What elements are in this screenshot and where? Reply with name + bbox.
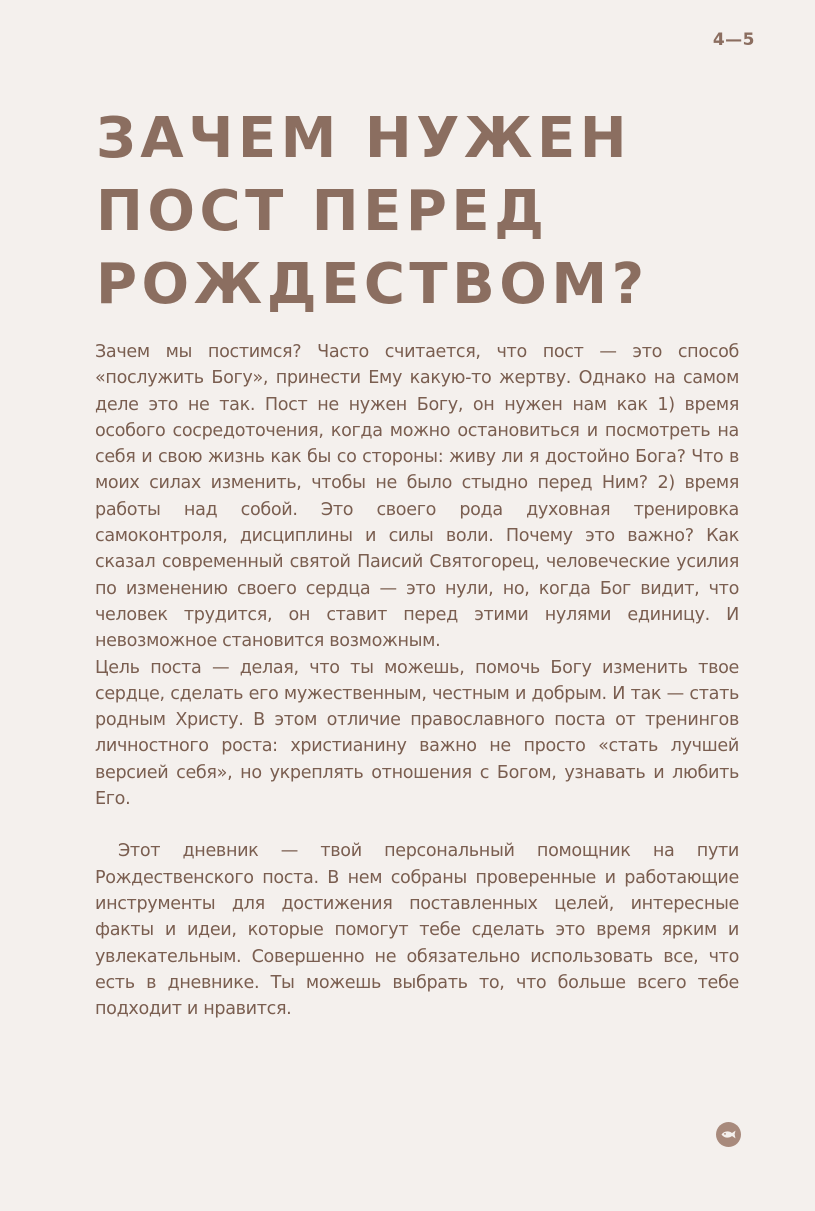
fish-logo-icon [716,1122,741,1147]
page-title-line-2: ПОСТ ПЕРЕД [96,179,549,244]
paragraph-3: Этот дневник — твой персональный помощник на пути Рождественского поста. В нем собраны проверенные и работающие инструменты для достижения поставленных целей, интересные факты и идеи, которые помогут тебе сделать это время ярким и увлекательным. Совершенно не обязательно использовать все, что есть в дневнике. Ты можешь выбрать то, что больше всего тебе подходит и нравится. [95,841,739,1020]
page-number: 4—5 [712,30,755,50]
body-text [95,339,739,1022]
page-title [96,102,649,321]
paragraph-2: Цель поста — делая, что ты можешь, помочь Богу изменить твое сердце, сделать его мужественным, честным и добрым. И так — стать родным Христу. В этом отличие православного поста от тренингов личностного роста: христианину важно не просто «стать лучшей версией себя», но укреплять отношения с Богом, узнавать и любить Его. [95,657,739,810]
page-title-line-3: РОЖДЕСТВОМ? [96,252,649,317]
paragraph-1: Зачем мы постимся? Часто считается, что пост — это способ «послужить Богу», принести Ему какую-то жертву. Однако на самом деле это не так. Пост не нужен Богу, он нужен нам как 1) время особого сосредоточения, когда можно остановиться и посмотреть на себя и свою жизнь как бы со стороны: живу ли я достойно Бога? Что в моих силах изменить, чтобы не было стыдно перед Ним? 2) время работы над собой. Это своего рода духовная тренировка самоконтроля, дисциплины и силы воли. Почему это важно? Как сказал современный святой Паисий Святогорец, человеческие усилия по изменению своего сердца — это нули, но, когда Бог видит, что человек трудится, он ставит перед этими нулями единицу. И невозможное становится возможным. [95,342,739,652]
page-title-line-1: ЗАЧЕМ НУЖЕН [96,106,632,171]
